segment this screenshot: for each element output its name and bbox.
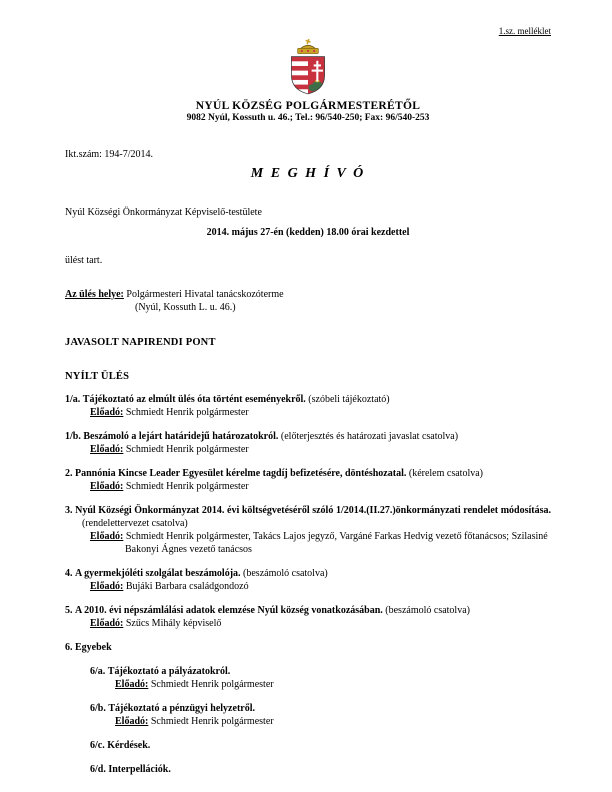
item-number: 1/b. [65, 431, 81, 442]
meeting-datetime: 2014. május 27-én (kedden) 18.00 órai kezdettel [206, 227, 410, 238]
presenter-label: Előadó: [90, 444, 124, 455]
presenter-name: Schmiedt Henrik polgármester [150, 679, 274, 690]
reference-number: Ikt.szám: 194-7/2014. [65, 149, 154, 160]
presenter-name: Szűcs Mihály képviselő [125, 618, 222, 629]
presenter-name: Schmiedt Henrik polgármester [125, 444, 249, 455]
agenda-item-6a [90, 665, 551, 691]
item-title: A 2010. évi népszámlálási adatok elemzése Nyúl község vonatkozásában. [75, 605, 383, 616]
item-number: 2. [65, 468, 73, 479]
presenter-label: Előadó: [90, 407, 124, 418]
body-line: Nyúl Községi Önkormányzat Képviselő-testülete [65, 207, 262, 218]
agenda-item-5 [65, 604, 551, 630]
item-title: Tájékoztató a pályázatokról. [107, 666, 231, 677]
item-presenter [90, 617, 551, 630]
attachment-label: 1.sz. melléklet [498, 26, 551, 36]
item-title: Tájékoztató az elmúlt ülés óta történt eseményekről. [82, 394, 306, 405]
presenter-name: Schmiedt Henrik polgármester, Takács Lajos jegyző, Vargáné Farkas Hedvig vezető főtanácsos; Szilasiné Bakonyi Ágnes vezető tanácsos [125, 531, 548, 555]
item-title: Tájékoztató a pénzügyi helyzetről. [108, 703, 255, 714]
item-presenter [90, 580, 551, 593]
item-title: Egyebek [75, 642, 112, 653]
presenter-label: Előadó: [115, 716, 149, 727]
item-number: 6/c. [90, 740, 105, 751]
agenda-item-6 [65, 641, 551, 654]
item-presenter [115, 678, 551, 691]
presenter-label: Előadó: [115, 679, 149, 690]
item-presenter [90, 480, 551, 493]
coat-of-arms-svg [285, 38, 331, 96]
item-number: 3. [65, 505, 73, 516]
agenda-item-6d [90, 763, 551, 776]
presenter-name: Schmiedt Henrik polgármester [125, 481, 249, 492]
location-label: Az ülés helye: [65, 289, 124, 300]
agenda-item-6c [90, 739, 551, 752]
item-number: 6/d. [90, 764, 106, 775]
item-note: (előterjesztés és határozati javaslat csatolva) [280, 431, 459, 442]
location-name: Polgármesteri Hivatal tanácskozóterme [126, 289, 284, 300]
meeting-location [65, 288, 551, 314]
item-number: 6/a. [90, 666, 106, 677]
agenda-heading: JAVASOLT NAPIRENDI PONT [65, 337, 216, 348]
presenter-name: Bujáki Barbara családgondozó [125, 581, 249, 592]
item-presenter [90, 443, 551, 456]
agenda-item-1b [65, 430, 551, 456]
agenda-list [65, 393, 551, 776]
item-title: Pannónia Kincse Leader Egyesület kérelme tagdíj befizetésére, döntéshozatal. [75, 468, 407, 479]
agenda-item-6b [90, 702, 551, 728]
item-title: Kérdések. [107, 740, 151, 751]
agenda-item-4 [65, 567, 551, 593]
hungary-coat-of-arms-icon [65, 38, 551, 98]
presenter-label: Előadó: [90, 581, 124, 592]
item-title: A gyermekjóléti szolgálat beszámolója. [75, 568, 241, 579]
office-address: 9082 Nyúl, Kossuth u. 46.; Tel.: 96/540-250; Fax: 96/540-253 [186, 113, 430, 123]
item-note: (szóbeli tájékoztató) [308, 394, 390, 405]
item-title: Interpellációk. [108, 764, 171, 775]
item-title: Nyúl Községi Önkormányzat 2014. évi költségvetéséről szóló 1/2014.(II.27.)önkormányzati rendelet módosítása. [75, 505, 551, 516]
item-presenter [115, 715, 551, 728]
agenda-item-2 [65, 467, 551, 493]
session-heading: NYÍLT ÜLÉS [65, 371, 130, 382]
presenter-name: Schmiedt Henrik polgármester [125, 407, 249, 418]
agenda-item-1a [65, 393, 551, 419]
item-number: 6/b. [90, 703, 106, 714]
item-title: Beszámoló a lejárt határidejű határozatokról. [83, 431, 279, 442]
item-note: (beszámoló csatolva) [385, 605, 470, 616]
item-note: (rendelettervezet csatolva) [82, 518, 188, 529]
presenter-label: Előadó: [90, 618, 124, 629]
document-title: M E G H Í V Ó [250, 166, 366, 181]
item-note: (beszámoló csatolva) [243, 568, 328, 579]
meeting-line: ülést tart. [65, 255, 103, 266]
location-address: (Nyúl, Kossuth L. u. 46.) [135, 302, 236, 313]
item-presenter [90, 530, 551, 556]
presenter-name: Schmiedt Henrik polgármester [150, 716, 274, 727]
item-number: 6. [65, 642, 73, 653]
presenter-label: Előadó: [90, 481, 124, 492]
office-title: NYÚL KÖZSÉG POLGÁRMESTERÉTŐL [195, 100, 421, 112]
presenter-label: Előadó: [90, 531, 124, 542]
item-number: 4. [65, 568, 73, 579]
agenda-item-3 [65, 504, 551, 556]
item-number: 5. [65, 605, 73, 616]
item-presenter [90, 406, 551, 419]
item-number: 1/a. [65, 394, 81, 405]
item-note: (kérelem csatolva) [408, 468, 483, 479]
